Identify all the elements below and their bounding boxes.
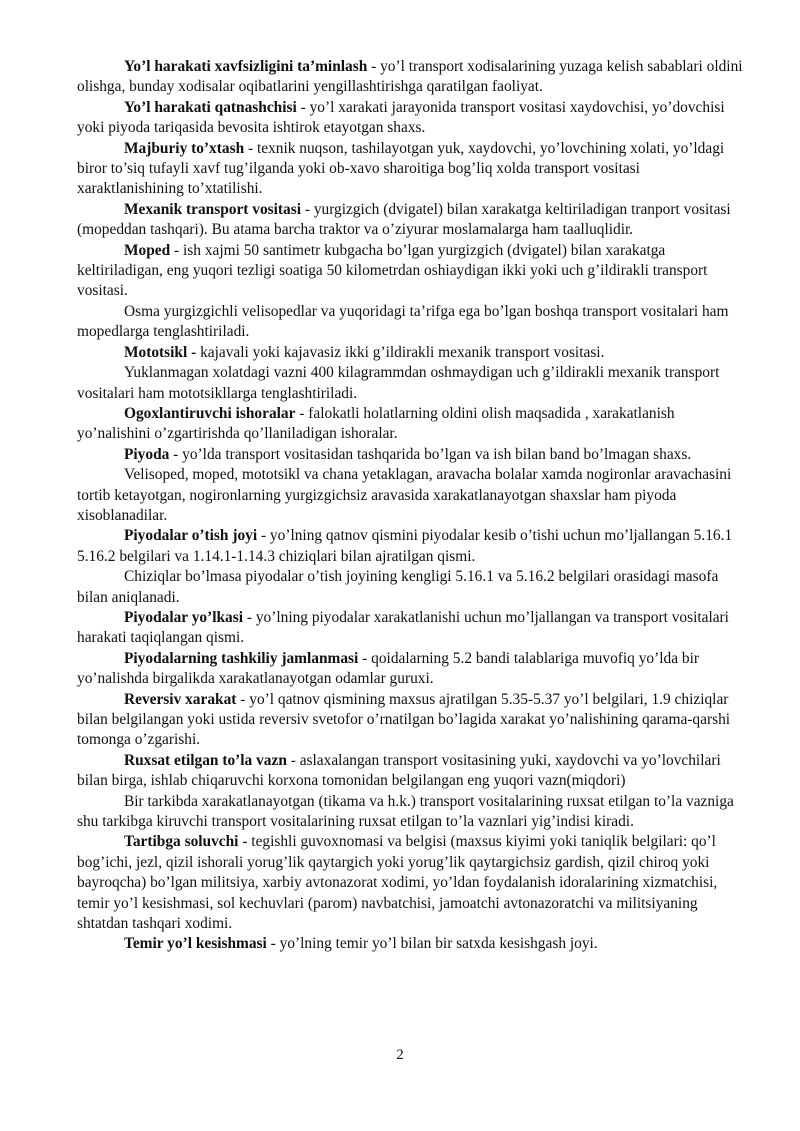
definition: kajavali yoki kajavasiz ikki g’ildirakli mexanik transport vositasi.	[196, 343, 605, 361]
term: Majburiy to’xtash	[124, 139, 245, 157]
term: Yo’l harakati xavfsizligini ta’minlash	[124, 58, 368, 75]
term: Moped	[124, 241, 171, 259]
definition: Velisoped, moped, mototsikl va chana yetaklagan, aravacha bolalar xamda nogironlar aravachasini tortib ketayotgan, nogironlarning yurgizgichsiz aravasida xarakatlanayotgan shaxslar ham piyoda xisoblanadilar.	[77, 466, 732, 524]
page-number: 2	[396, 1047, 404, 1063]
definition: Chiziqlar bo’lmasa piyodalar o’tish joyining kengligi 5.16.1 va 5.16.2 belgilari orasidagi masofa bilan aniqlanadi.	[77, 568, 719, 606]
term: Mexanik transport vositasi	[124, 200, 301, 218]
paragraph	[77, 302, 747, 343]
definition: - yo’lda transport vositasidan tashqarida bo’lgan va ish bilan band bo’lmagan shaxs.	[169, 445, 692, 463]
definition: - aslaxalangan transport vositasining yuki, xaydovchi va yo’lovchilari bilan birga, ishlab chiqaruvchi korxona tomonidan belgilangan eng yuqori vazn(miqdori)	[77, 751, 721, 790]
document-page	[77, 57, 747, 955]
paragraph	[77, 98, 747, 139]
definition: - yo’l qatnov qismining maxsus ajratilgan 5.35-5.37 yo’l belgilari, 1.9 chiziqlar bilan belgilangan yoki ustida reversiv svetofor o’rnatilgan bo’lagida xarakat yo’nalishining qarama-qarshi tomonga o’zgarishi.	[77, 690, 731, 749]
definition: - yo’lning temir yo’l bilan bir satxda kesishgash joyi.	[266, 935, 598, 953]
paragraph	[77, 649, 747, 690]
paragraph	[77, 404, 747, 445]
term: Piyodalar yo’lkasi	[124, 608, 244, 626]
paragraph	[77, 343, 747, 363]
definition: - yo’lning qatnov qismini piyodalar kesib o’tishi uchun mo’ljallangan 5.16.1 5.16.2 belgilari va 1.14.1-1.14.3 chiziqlari bilan ajratilgan qismi.	[77, 527, 733, 565]
term: Tartibga soluvchi	[124, 833, 239, 851]
paragraph	[77, 690, 747, 751]
paragraph	[77, 792, 747, 833]
paragraph	[77, 57, 747, 98]
term: Temir yo’l kesishmasi	[124, 935, 267, 953]
definition: Yuklanmagan xolatdagi vazni 400 kilagrammdan oshmaydigan uch g’ildirakli mexanik transport vositalari ham mototsikllarga tenglashtiriladi.	[77, 364, 720, 402]
term: Ogoxlantiruvchi ishoralar	[124, 404, 296, 422]
paragraph	[77, 465, 747, 526]
term: Reversiv xarakat	[124, 690, 237, 708]
definition: - ish xajmi 50 santimetr kubgacha bo’lgan yurgizgich (dvigatel) bilan xarakatga keltiriladigan, eng yuqori tezligi soatiga 50 kilometrdan oshiaydigan ikki yoki uch g’ildirakli transport vositasi.	[77, 241, 708, 300]
definition: - yo’l xarakati jarayonida transport vositasi xaydovchisi, yo’dovchisi yoki piyoda tariqasida bevosita ishtirok etayotgan shaxs.	[77, 98, 725, 137]
paragraph	[77, 751, 747, 792]
paragraph	[77, 445, 747, 465]
definition: - falokatli holatlarning oldini olish maqsadida , xarakatlanish yo’nalishini o’zgartirishda qo’llaniladigan ishoralar.	[77, 404, 675, 443]
paragraph	[77, 526, 747, 567]
paragraph	[77, 934, 747, 954]
definition: - texnik nuqson, tashilayotgan yuk, xaydovchi, yo’lovchining xolati, yo’ldagi biror to’siq tufayli xavf tug’ilganda yoki ob-xavo sharoitiga bog’liq xolda transport vositasi xaraktlanishining to’xtatilishi.	[77, 139, 725, 198]
definition: - tegishli guvoxnomasi va belgisi (maxsus kiyimi yoki taniqlik belgilari: qo’l bog’ichi, jezl, qizil ishorali yorug’lik qaytargich yoki yorug’lik qaytargichsiz gardish, qizil chiroq yoki bayroqcha) bo’lgan militsiya, xarbiy avtonazorat xodimi, yo’ldan foydalanish idoralarining xizmatchisi, temir yo’l kesishmasi, sol kechuvlari (parom) navbatchisi, jamoatchi avtonazoratchi va militsiyaning shtatdan tashqari xodimi.	[77, 833, 718, 933]
term: Piyodalar o’tish joyi	[124, 527, 258, 545]
definition: - yurgizgich (dvigatel) bilan xarakatga keltiriladigan tranport vositasi (mopeddan tashqari). Bu atama barcha traktor va o’ziyurar moslamalarga ham taalluqlidir.	[77, 200, 731, 239]
paragraph	[77, 200, 747, 241]
term: Yo’l harakati qatnashchisi	[124, 98, 297, 116]
term: Mototsikl -	[124, 343, 197, 361]
term: Ruxsat etilgan to’la vazn	[124, 751, 287, 769]
definition: Osma yurgizgichli velisopedlar va yuqoridagi ta’rifga ega bo’lgan boshqa transport vositalari ham mopedlarga tenglashtiriladi.	[77, 302, 729, 341]
paragraph	[77, 567, 747, 608]
definition: - yo’lning piyodalar xarakatlanishi uchun mo’ljallangan va transport vositalari harakati taqiqlangan qismi.	[77, 608, 729, 647]
paragraph	[77, 608, 747, 649]
paragraph	[77, 832, 747, 934]
paragraph	[77, 139, 747, 200]
definition: Bir tarkibda xarakatlanayotgan (tikama va h.k.) transport vositalarining ruxsat etilgan to’la vazniga shu tarkibga kiruvchi transport vositalarining ruxsat etilgan to’la vaznlari yig’indisi kiradi.	[77, 792, 734, 831]
paragraph	[77, 363, 747, 404]
term: Piyoda	[124, 445, 170, 463]
definition: - yo’l transport xodisalarining yuzaga kelish sabablari oldini olishga, bunday xodisalar oqibatlarini yengillashtirishga qaratilgan faoliyat.	[77, 58, 743, 96]
paragraph	[77, 241, 747, 302]
definition: - qoidalarning 5.2 bandi talablariga muvofiq yo’lda bir yo’nalishda birgalikda xarakatlanayotgan odamlar guruxi.	[77, 649, 699, 688]
term: Piyodalarning tashkiliy jamlanmasi	[124, 649, 359, 667]
